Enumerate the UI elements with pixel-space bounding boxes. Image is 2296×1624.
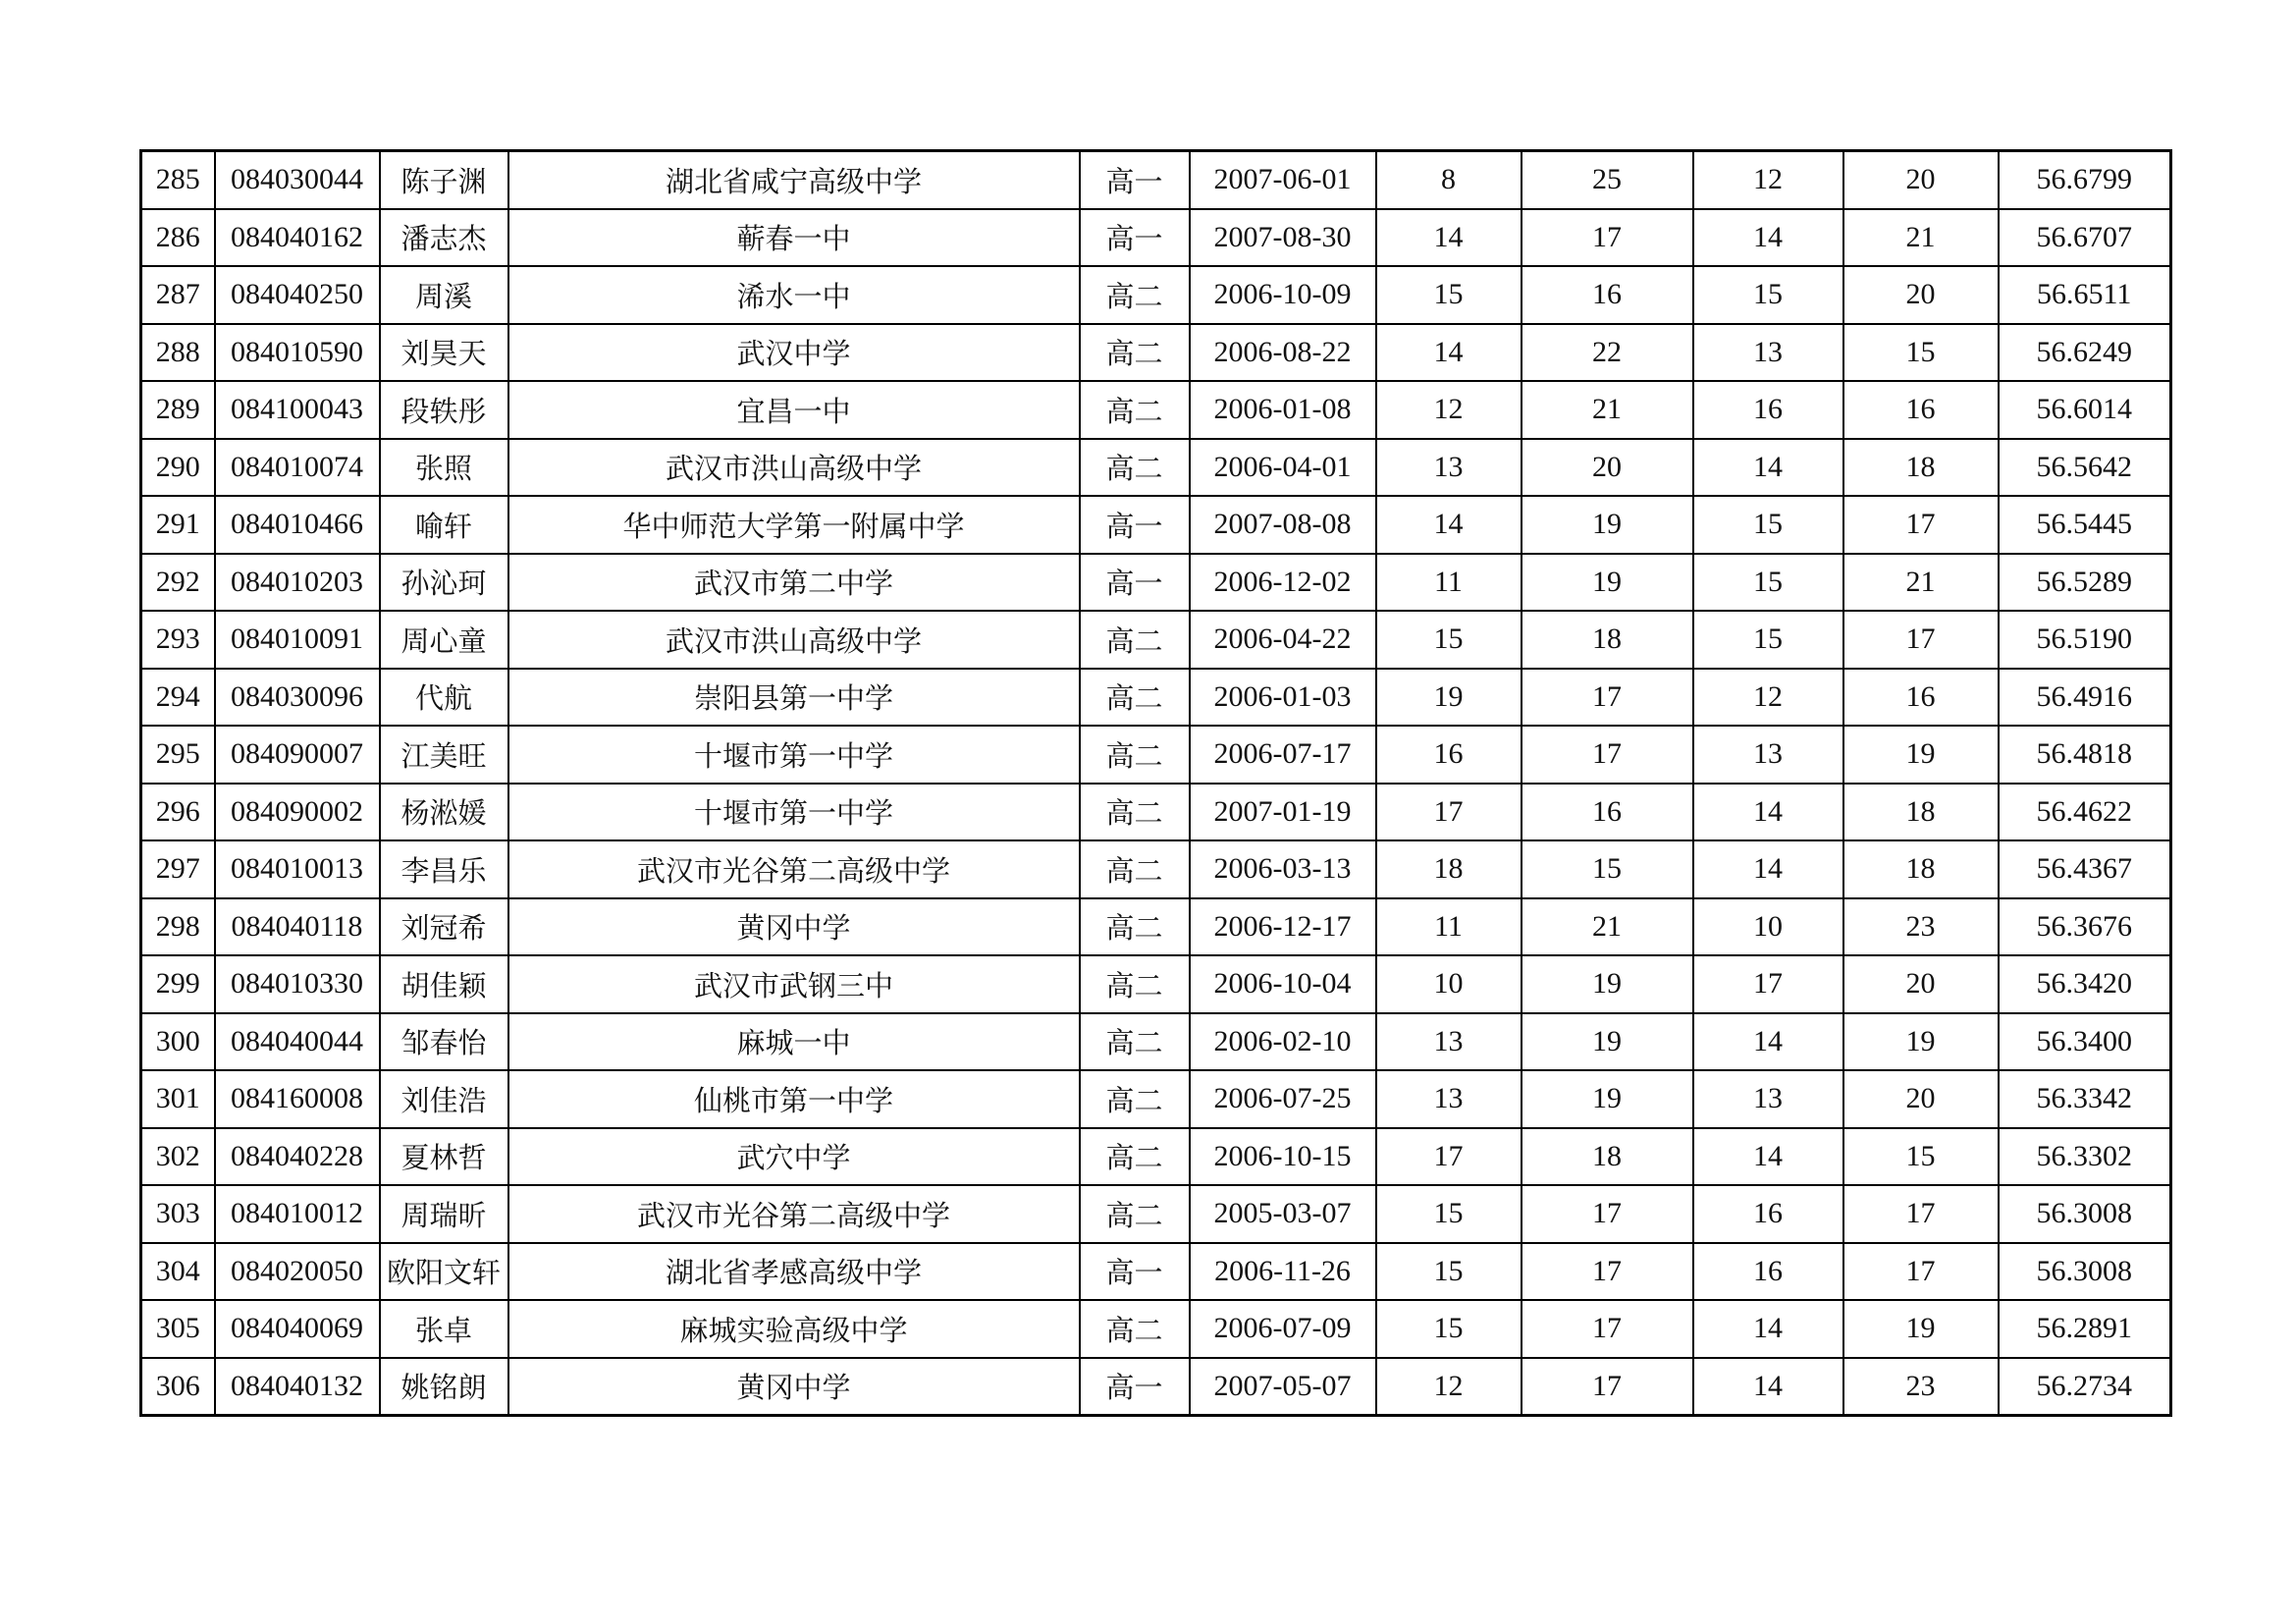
total-score-cell: 56.4916: [1999, 669, 2171, 727]
score-3-cell: 14: [1693, 1300, 1843, 1358]
score-1-cell: 17: [1376, 1128, 1522, 1186]
score-3-cell: 10: [1693, 898, 1843, 956]
score-4-cell: 17: [1843, 496, 1999, 554]
student-name-cell: 杨淞媛: [380, 784, 508, 841]
table-row: [141, 439, 2171, 497]
exam-id-cell: 084040044: [215, 1013, 380, 1071]
total-score-cell: 56.3342: [1999, 1070, 2171, 1128]
grade-cell: 高二: [1080, 381, 1190, 439]
score-4-cell: 15: [1843, 324, 1999, 382]
score-3-cell: 14: [1693, 1358, 1843, 1416]
birth-date-cell: 2006-12-17: [1190, 898, 1376, 956]
student-name-cell: 周溪: [380, 266, 508, 324]
score-4-cell: 19: [1843, 726, 1999, 784]
exam-id-cell: 084040132: [215, 1358, 380, 1416]
grade-cell: 高二: [1080, 1185, 1190, 1243]
student-name-cell: 邹春怡: [380, 1013, 508, 1071]
score-2-cell: 17: [1522, 726, 1693, 784]
total-score-cell: 56.3008: [1999, 1185, 2171, 1243]
total-score-cell: 56.3676: [1999, 898, 2171, 956]
score-4-cell: 20: [1843, 266, 1999, 324]
score-2-cell: 19: [1522, 1070, 1693, 1128]
grade-cell: 高一: [1080, 1358, 1190, 1416]
total-score-cell: 56.2891: [1999, 1300, 2171, 1358]
birth-date-cell: 2006-02-10: [1190, 1013, 1376, 1071]
school-cell: 十堰市第一中学: [508, 784, 1080, 841]
student-name-cell: 刘昊天: [380, 324, 508, 382]
score-1-cell: 15: [1376, 611, 1522, 669]
rank-cell: 299: [141, 955, 215, 1013]
grade-cell: 高二: [1080, 324, 1190, 382]
total-score-cell: 56.3302: [1999, 1128, 2171, 1186]
exam-id-cell: 084090002: [215, 784, 380, 841]
score-1-cell: 15: [1376, 1185, 1522, 1243]
student-name-cell: 欧阳文轩: [380, 1243, 508, 1301]
grade-cell: 高二: [1080, 1300, 1190, 1358]
score-4-cell: 16: [1843, 669, 1999, 727]
birth-date-cell: 2006-10-09: [1190, 266, 1376, 324]
exam-id-cell: 084090007: [215, 726, 380, 784]
score-2-cell: 19: [1522, 955, 1693, 1013]
school-cell: 黄冈中学: [508, 1358, 1080, 1416]
exam-id-cell: 084040118: [215, 898, 380, 956]
birth-date-cell: 2007-06-01: [1190, 151, 1376, 209]
exam-id-cell: 084040250: [215, 266, 380, 324]
rank-cell: 306: [141, 1358, 215, 1416]
score-3-cell: 14: [1693, 840, 1843, 898]
score-3-cell: 16: [1693, 1243, 1843, 1301]
exam-id-cell: 084010013: [215, 840, 380, 898]
score-2-cell: 19: [1522, 1013, 1693, 1071]
rank-cell: 291: [141, 496, 215, 554]
school-cell: 麻城一中: [508, 1013, 1080, 1071]
student-name-cell: 胡佳颖: [380, 955, 508, 1013]
school-cell: 武穴中学: [508, 1128, 1080, 1186]
birth-date-cell: 2006-07-09: [1190, 1300, 1376, 1358]
school-cell: 宜昌一中: [508, 381, 1080, 439]
birth-date-cell: 2006-10-15: [1190, 1128, 1376, 1186]
score-1-cell: 14: [1376, 496, 1522, 554]
student-name-cell: 陈子渊: [380, 151, 508, 209]
grade-cell: 高二: [1080, 1128, 1190, 1186]
score-2-cell: 17: [1522, 1243, 1693, 1301]
birth-date-cell: 2007-08-08: [1190, 496, 1376, 554]
grade-cell: 高一: [1080, 554, 1190, 612]
total-score-cell: 56.3420: [1999, 955, 2171, 1013]
student-name-cell: 刘佳浩: [380, 1070, 508, 1128]
exam-id-cell: 084010074: [215, 439, 380, 497]
grade-cell: 高二: [1080, 669, 1190, 727]
total-score-cell: 56.6511: [1999, 266, 2171, 324]
score-3-cell: 17: [1693, 955, 1843, 1013]
table-row: [141, 1070, 2171, 1128]
score-2-cell: 22: [1522, 324, 1693, 382]
score-2-cell: 21: [1522, 381, 1693, 439]
score-3-cell: 14: [1693, 784, 1843, 841]
score-1-cell: 13: [1376, 1013, 1522, 1071]
rank-cell: 292: [141, 554, 215, 612]
score-3-cell: 14: [1693, 1013, 1843, 1071]
total-score-cell: 56.5289: [1999, 554, 2171, 612]
student-name-cell: 周瑞昕: [380, 1185, 508, 1243]
score-4-cell: 17: [1843, 1243, 1999, 1301]
exam-id-cell: 084010203: [215, 554, 380, 612]
table-row: [141, 1013, 2171, 1071]
student-name-cell: 张卓: [380, 1300, 508, 1358]
score-3-cell: 15: [1693, 496, 1843, 554]
school-cell: 武汉市第二中学: [508, 554, 1080, 612]
score-3-cell: 16: [1693, 381, 1843, 439]
exam-id-cell: 084030044: [215, 151, 380, 209]
score-1-cell: 15: [1376, 266, 1522, 324]
grade-cell: 高二: [1080, 439, 1190, 497]
table-row: [141, 1358, 2171, 1416]
score-2-cell: 18: [1522, 611, 1693, 669]
grade-cell: 高二: [1080, 266, 1190, 324]
table-row: [141, 784, 2171, 841]
student-name-cell: 代航: [380, 669, 508, 727]
grade-cell: 高二: [1080, 784, 1190, 841]
score-2-cell: 16: [1522, 784, 1693, 841]
rank-cell: 302: [141, 1128, 215, 1186]
table-row: [141, 955, 2171, 1013]
grade-cell: 高一: [1080, 496, 1190, 554]
score-4-cell: 18: [1843, 784, 1999, 841]
table-row: [141, 669, 2171, 727]
score-2-cell: 17: [1522, 1300, 1693, 1358]
score-1-cell: 8: [1376, 151, 1522, 209]
exam-id-cell: 084010466: [215, 496, 380, 554]
grade-cell: 高二: [1080, 611, 1190, 669]
grade-cell: 高二: [1080, 1013, 1190, 1071]
school-cell: 武汉市洪山高级中学: [508, 439, 1080, 497]
score-2-cell: 21: [1522, 898, 1693, 956]
school-cell: 武汉市武钢三中: [508, 955, 1080, 1013]
student-name-cell: 张照: [380, 439, 508, 497]
table-row: [141, 381, 2171, 439]
rank-cell: 294: [141, 669, 215, 727]
total-score-cell: 56.5190: [1999, 611, 2171, 669]
student-name-cell: 姚铭朗: [380, 1358, 508, 1416]
rank-cell: 287: [141, 266, 215, 324]
score-3-cell: 15: [1693, 266, 1843, 324]
birth-date-cell: 2006-01-08: [1190, 381, 1376, 439]
total-score-cell: 56.6707: [1999, 209, 2171, 267]
score-1-cell: 12: [1376, 381, 1522, 439]
score-2-cell: 19: [1522, 496, 1693, 554]
score-2-cell: 19: [1522, 554, 1693, 612]
table-row: [141, 840, 2171, 898]
total-score-cell: 56.2734: [1999, 1358, 2171, 1416]
school-cell: 武汉市光谷第二高级中学: [508, 1185, 1080, 1243]
birth-date-cell: 2006-03-13: [1190, 840, 1376, 898]
score-4-cell: 19: [1843, 1013, 1999, 1071]
student-name-cell: 李昌乐: [380, 840, 508, 898]
grade-cell: 高二: [1080, 726, 1190, 784]
school-cell: 崇阳县第一中学: [508, 669, 1080, 727]
birth-date-cell: 2006-04-01: [1190, 439, 1376, 497]
score-4-cell: 19: [1843, 1300, 1999, 1358]
score-4-cell: 18: [1843, 439, 1999, 497]
total-score-cell: 56.3400: [1999, 1013, 2171, 1071]
score-1-cell: 14: [1376, 209, 1522, 267]
score-4-cell: 20: [1843, 1070, 1999, 1128]
birth-date-cell: 2007-08-30: [1190, 209, 1376, 267]
rank-cell: 297: [141, 840, 215, 898]
birth-date-cell: 2006-04-22: [1190, 611, 1376, 669]
score-1-cell: 14: [1376, 324, 1522, 382]
score-4-cell: 23: [1843, 898, 1999, 956]
score-4-cell: 17: [1843, 611, 1999, 669]
score-4-cell: 21: [1843, 554, 1999, 612]
score-4-cell: 18: [1843, 840, 1999, 898]
exam-id-cell: 084010012: [215, 1185, 380, 1243]
score-1-cell: 18: [1376, 840, 1522, 898]
exam-id-cell: 084010091: [215, 611, 380, 669]
school-cell: 武汉中学: [508, 324, 1080, 382]
rank-cell: 296: [141, 784, 215, 841]
student-name-cell: 夏林哲: [380, 1128, 508, 1186]
table-row: [141, 898, 2171, 956]
school-cell: 华中师范大学第一附属中学: [508, 496, 1080, 554]
table-row: [141, 209, 2171, 267]
grade-cell: 高二: [1080, 898, 1190, 956]
score-1-cell: 13: [1376, 1070, 1522, 1128]
student-name-cell: 周心童: [380, 611, 508, 669]
school-cell: 浠水一中: [508, 266, 1080, 324]
birth-date-cell: 2006-01-03: [1190, 669, 1376, 727]
table-row: [141, 151, 2171, 209]
birth-date-cell: 2006-07-25: [1190, 1070, 1376, 1128]
results-table: [139, 149, 2172, 1417]
exam-id-cell: 084040069: [215, 1300, 380, 1358]
birth-date-cell: 2007-01-19: [1190, 784, 1376, 841]
total-score-cell: 56.6249: [1999, 324, 2171, 382]
score-2-cell: 15: [1522, 840, 1693, 898]
table-row: [141, 324, 2171, 382]
score-1-cell: 11: [1376, 898, 1522, 956]
score-1-cell: 19: [1376, 669, 1522, 727]
score-1-cell: 11: [1376, 554, 1522, 612]
total-score-cell: 56.4818: [1999, 726, 2171, 784]
school-cell: 湖北省孝感高级中学: [508, 1243, 1080, 1301]
score-3-cell: 13: [1693, 726, 1843, 784]
birth-date-cell: 2005-03-07: [1190, 1185, 1376, 1243]
score-3-cell: 14: [1693, 1128, 1843, 1186]
table-row: [141, 554, 2171, 612]
score-2-cell: 18: [1522, 1128, 1693, 1186]
score-4-cell: 16: [1843, 381, 1999, 439]
score-2-cell: 17: [1522, 669, 1693, 727]
rank-cell: 285: [141, 151, 215, 209]
total-score-cell: 56.4622: [1999, 784, 2171, 841]
table-row: [141, 1243, 2171, 1301]
score-3-cell: 12: [1693, 669, 1843, 727]
birth-date-cell: 2006-08-22: [1190, 324, 1376, 382]
rank-cell: 304: [141, 1243, 215, 1301]
score-1-cell: 17: [1376, 784, 1522, 841]
grade-cell: 高二: [1080, 840, 1190, 898]
school-cell: 武汉市洪山高级中学: [508, 611, 1080, 669]
student-name-cell: 刘冠希: [380, 898, 508, 956]
exam-id-cell: 084030096: [215, 669, 380, 727]
rank-cell: 293: [141, 611, 215, 669]
exam-id-cell: 084160008: [215, 1070, 380, 1128]
school-cell: 武汉市光谷第二高级中学: [508, 840, 1080, 898]
score-4-cell: 17: [1843, 1185, 1999, 1243]
rank-cell: 286: [141, 209, 215, 267]
score-1-cell: 15: [1376, 1243, 1522, 1301]
total-score-cell: 56.3008: [1999, 1243, 2171, 1301]
birth-date-cell: 2006-11-26: [1190, 1243, 1376, 1301]
school-cell: 蕲春一中: [508, 209, 1080, 267]
total-score-cell: 56.6014: [1999, 381, 2171, 439]
score-3-cell: 15: [1693, 554, 1843, 612]
birth-date-cell: 2007-05-07: [1190, 1358, 1376, 1416]
total-score-cell: 56.4367: [1999, 840, 2171, 898]
table-row: [141, 726, 2171, 784]
rank-cell: 298: [141, 898, 215, 956]
score-1-cell: 13: [1376, 439, 1522, 497]
score-1-cell: 12: [1376, 1358, 1522, 1416]
rank-cell: 305: [141, 1300, 215, 1358]
total-score-cell: 56.5445: [1999, 496, 2171, 554]
school-cell: 黄冈中学: [508, 898, 1080, 956]
student-name-cell: 喻轩: [380, 496, 508, 554]
score-3-cell: 14: [1693, 209, 1843, 267]
table-row: [141, 1185, 2171, 1243]
school-cell: 十堰市第一中学: [508, 726, 1080, 784]
score-3-cell: 13: [1693, 1070, 1843, 1128]
score-1-cell: 16: [1376, 726, 1522, 784]
score-3-cell: 13: [1693, 324, 1843, 382]
score-3-cell: 15: [1693, 611, 1843, 669]
score-3-cell: 16: [1693, 1185, 1843, 1243]
grade-cell: 高一: [1080, 1243, 1190, 1301]
student-name-cell: 孙沁珂: [380, 554, 508, 612]
score-1-cell: 15: [1376, 1300, 1522, 1358]
birth-date-cell: 2006-10-04: [1190, 955, 1376, 1013]
rank-cell: 288: [141, 324, 215, 382]
table-body: [141, 151, 2171, 1416]
student-name-cell: 潘志杰: [380, 209, 508, 267]
rank-cell: 300: [141, 1013, 215, 1071]
birth-date-cell: 2006-07-17: [1190, 726, 1376, 784]
score-1-cell: 10: [1376, 955, 1522, 1013]
rank-cell: 303: [141, 1185, 215, 1243]
score-2-cell: 16: [1522, 266, 1693, 324]
score-3-cell: 14: [1693, 439, 1843, 497]
score-4-cell: 15: [1843, 1128, 1999, 1186]
total-score-cell: 56.5642: [1999, 439, 2171, 497]
table-row: [141, 611, 2171, 669]
table-row: [141, 1300, 2171, 1358]
grade-cell: 高一: [1080, 151, 1190, 209]
exam-id-cell: 084040228: [215, 1128, 380, 1186]
score-4-cell: 20: [1843, 955, 1999, 1013]
birth-date-cell: 2006-12-02: [1190, 554, 1376, 612]
student-name-cell: 段轶彤: [380, 381, 508, 439]
student-name-cell: 江美旺: [380, 726, 508, 784]
exam-id-cell: 084010590: [215, 324, 380, 382]
score-2-cell: 20: [1522, 439, 1693, 497]
score-2-cell: 25: [1522, 151, 1693, 209]
score-3-cell: 12: [1693, 151, 1843, 209]
score-2-cell: 17: [1522, 209, 1693, 267]
exam-id-cell: 084020050: [215, 1243, 380, 1301]
score-4-cell: 23: [1843, 1358, 1999, 1416]
score-2-cell: 17: [1522, 1358, 1693, 1416]
exam-id-cell: 084010330: [215, 955, 380, 1013]
table-row: [141, 1128, 2171, 1186]
score-4-cell: 20: [1843, 151, 1999, 209]
grade-cell: 高二: [1080, 1070, 1190, 1128]
rank-cell: 289: [141, 381, 215, 439]
exam-id-cell: 084100043: [215, 381, 380, 439]
exam-id-cell: 084040162: [215, 209, 380, 267]
grade-cell: 高二: [1080, 955, 1190, 1013]
total-score-cell: 56.6799: [1999, 151, 2171, 209]
table-row: [141, 496, 2171, 554]
score-4-cell: 21: [1843, 209, 1999, 267]
grade-cell: 高一: [1080, 209, 1190, 267]
school-cell: 仙桃市第一中学: [508, 1070, 1080, 1128]
table-row: [141, 266, 2171, 324]
rank-cell: 290: [141, 439, 215, 497]
school-cell: 麻城实验高级中学: [508, 1300, 1080, 1358]
rank-cell: 295: [141, 726, 215, 784]
school-cell: 湖北省咸宁高级中学: [508, 151, 1080, 209]
score-2-cell: 17: [1522, 1185, 1693, 1243]
rank-cell: 301: [141, 1070, 215, 1128]
